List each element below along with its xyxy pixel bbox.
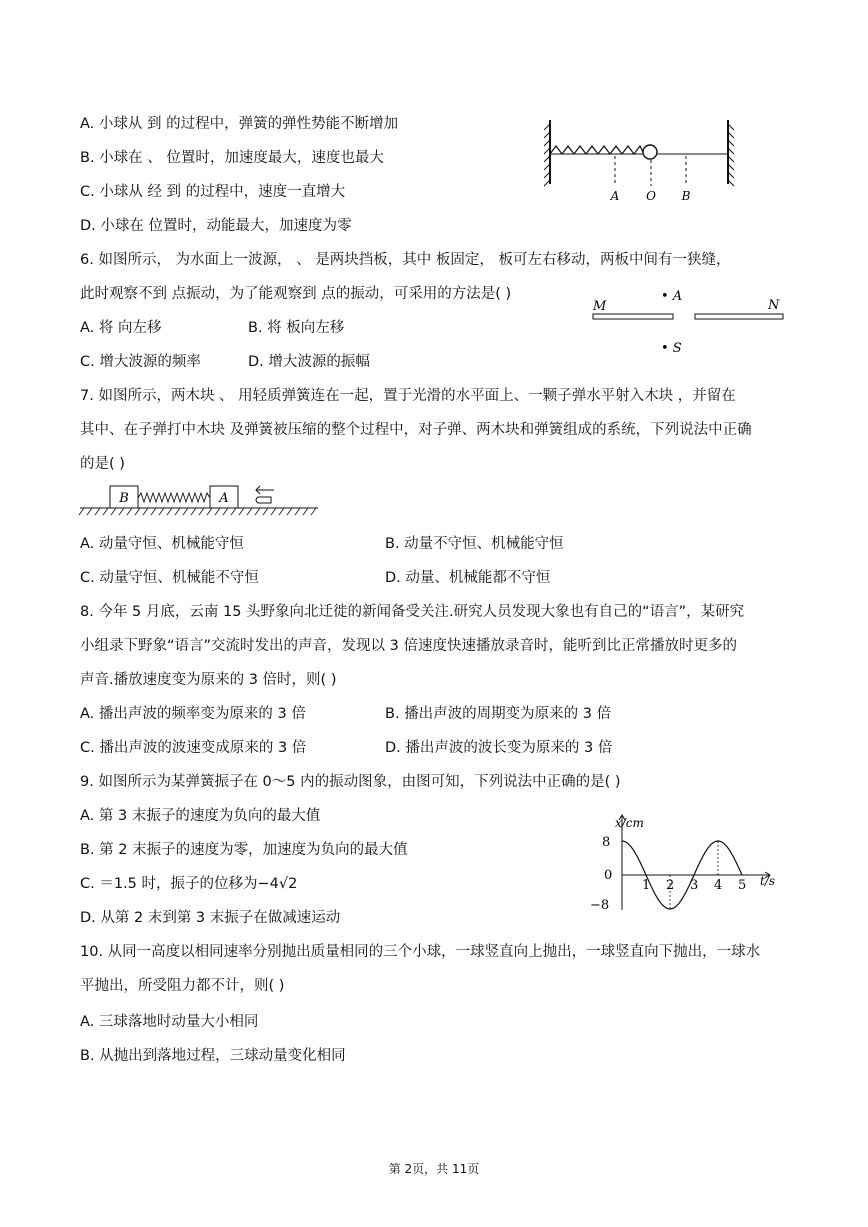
x-tick-label: 3 [690, 878, 699, 893]
q7-option-b: B. 动量不守恒、机械能守恒 [385, 536, 564, 552]
wave-source-label: • S [661, 341, 682, 356]
q8-option-c: C. 播出声波的波速变成原来的 3 倍 [80, 740, 307, 756]
x-tick-label: 2 [666, 878, 675, 893]
barrier-n [695, 314, 783, 319]
q6-stem-line2: 此时观察不到 点振动，为了能观察到 点的振动，可采用的方法是( ) [80, 286, 512, 302]
q5-option-b: B. 小球在 、 位置时，加速度最大，速度也最大 [80, 150, 384, 166]
q9-stem: 9. 如图所示为某弹簧振子在 0～5 内的振动图象，由图可知，下列说法中正确的是( ) [80, 774, 621, 790]
q7-option-a: A. 动量守恒、机械能守恒 [80, 536, 244, 552]
y-axis-label: x/cm [615, 816, 644, 830]
q10-stem-line1: 10. 从同一高度以相同速率分别抛出质量相同的三个小球，一球竖直向上抛出，一球竖直向下抛出，一球水 [80, 944, 761, 960]
q6-option-c: C. 增大波源的频率 [80, 354, 201, 370]
x-tick-label: 5 [738, 878, 747, 893]
q9-option-d: D. 从第 2 末到第 3 末振子在做减速运动 [80, 910, 341, 926]
q10-option-b: B. 从抛出到落地过程，三球动量变化相同 [80, 1048, 346, 1064]
q8-option-b: B. 播出声波的周期变为原来的 3 倍 [385, 706, 612, 722]
block-a-label: A [219, 491, 229, 506]
q7-stem-line2: 其中、在子弹打中木块 及弹簧被压缩的整个过程中，对子弹、两木块和弹簧组成的系统，下列说法中正确 [80, 422, 752, 438]
q8-stem-line3: 声音.播放速度变为原来的 3 倍时，则( ) [80, 672, 337, 688]
y-tick-label-8: 8 [602, 835, 611, 850]
wave-barrier-figure [585, 282, 790, 362]
label-b: B [681, 189, 691, 203]
barrier-m-label: M [593, 299, 607, 314]
q7-stem-line1: 7. 如图所示，两木块 、 用轻质弹簧连在一起，置于光滑的水平面上、一颗子弹水平射入木块 ，并留在 [80, 388, 736, 404]
q6-stem-line1: 6. 如图所示， 为水面上一波源， 、 是两块挡板，其中 板固定， 板可左右移动，两板中间有一狭缝， [80, 252, 731, 268]
q7-option-d: D. 动量、机械能都不守恒 [385, 570, 551, 586]
y-tick-label-neg8: −8 [590, 898, 610, 913]
label-o: O [646, 189, 656, 203]
q9-option-b: B. 第 2 末振子的速度为零，加速度为负向的最大值 [80, 842, 408, 858]
q8-stem-line2: 小组录下野象“语言”交流时发出的声音，发现以 3 倍速度快速播放录音时，能听到比正常播放时更多的 [80, 638, 737, 654]
q5-option-a: A. 小球从 到 的过程中，弹簧的弹性势能不断增加 [80, 116, 399, 132]
x-tick-label: 4 [714, 878, 723, 893]
spring-oscillator-figure [540, 112, 740, 207]
q8-option-a: A. 播出声波的频率变为原来的 3 倍 [80, 706, 306, 722]
barrier-n-label: N [768, 298, 780, 313]
q10-option-a: A. 三球落地时动量大小相同 [80, 1014, 259, 1030]
q6-option-a: A. 将 向左移 [80, 320, 162, 336]
q7-stem-line3: 的是( ) [80, 456, 125, 472]
label-a: A [610, 189, 620, 203]
q9-option-a: A. 第 3 末振子的速度为负向的最大值 [80, 808, 321, 824]
q5-option-c: C. 小球从 经 到 的过程中，速度一直增大 [80, 184, 346, 200]
spring-zigzag [138, 493, 210, 502]
q6-option-b: B. 将 板向左移 [248, 320, 345, 336]
bullet [256, 497, 271, 503]
q8-stem-line1: 8. 今年 5 月底，云南 15 头野象向北迁徙的新闻备受关注.研究人员发现大象也有自己的“语言”，某研究 [80, 604, 745, 620]
q9-option-c: C. ＝1.5 时，振子的位移为−4√2 [80, 876, 298, 892]
spring-zigzag [550, 146, 644, 154]
block-b-label: B [119, 491, 129, 506]
oscillator-ball [643, 145, 657, 159]
barrier-m [593, 314, 673, 319]
vibration-graph [580, 805, 785, 915]
x-tick-label: 1 [642, 878, 651, 893]
q8-option-d: D. 播出声波的波长变为原来的 3 倍 [385, 740, 613, 756]
x-axis-label: t/s [760, 874, 776, 888]
q5-option-d: D. 小球在 位置时，动能最大，加速度为零 [80, 218, 352, 234]
page-footer: 第 2页，共 11页 [388, 1162, 480, 1176]
blocks-spring-figure [78, 480, 323, 522]
q10-stem-line2: 平抛出，所受阻力都不计，则( ) [80, 978, 285, 994]
q7-option-c: C. 动量守恒、机械能不守恒 [80, 570, 259, 586]
q6-option-d: D. 增大波源的振幅 [248, 354, 370, 370]
origin-label: 0 [604, 868, 613, 883]
point-a-label: • A [661, 289, 683, 304]
